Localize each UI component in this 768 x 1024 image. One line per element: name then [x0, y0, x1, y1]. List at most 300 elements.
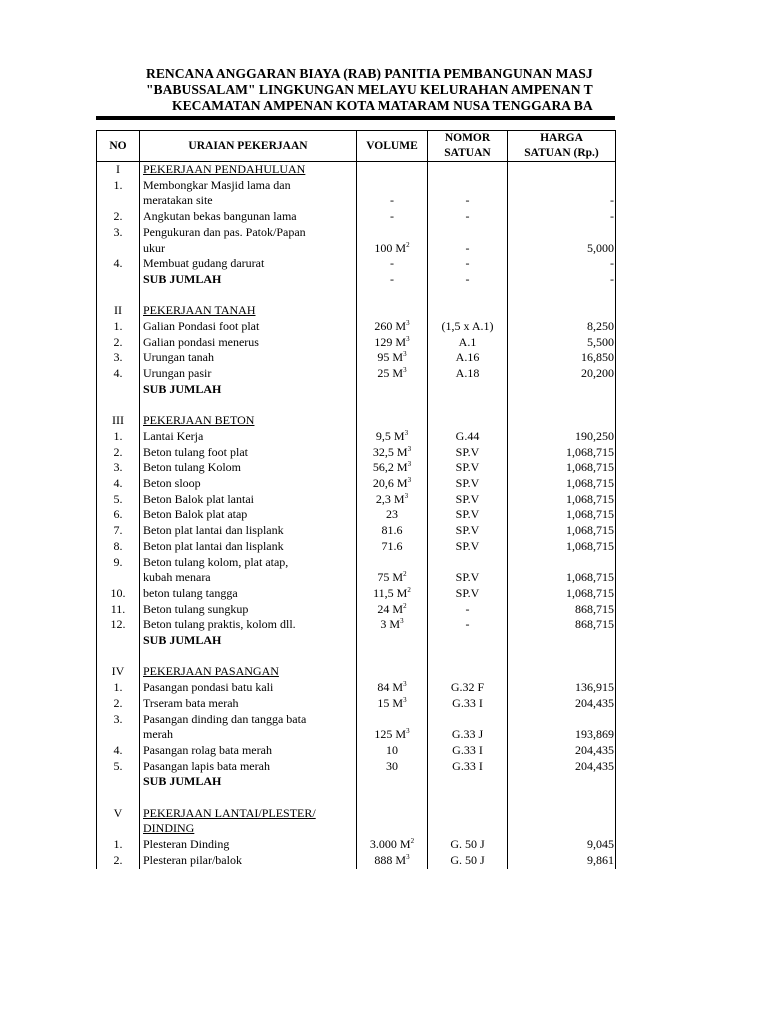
- volume-cell: [357, 256, 428, 272]
- row-number: 10.: [97, 586, 140, 602]
- table-row: [97, 743, 616, 759]
- item-description: [140, 398, 357, 414]
- rab-table: [96, 130, 616, 869]
- satuan-code: SP.V: [428, 492, 508, 508]
- harga-satuan-value: 1,068,715: [508, 476, 616, 492]
- table-row: [97, 837, 616, 853]
- description-text: PEKERJAAN LANTAI/PLESTER/: [143, 805, 316, 820]
- description-text: PEKERJAAN TANAH: [143, 303, 256, 318]
- unit-exponent: 2: [403, 601, 407, 610]
- satuan-code: SP.V: [428, 507, 508, 523]
- satuan-code: [428, 413, 508, 429]
- satuan-code: -: [428, 272, 508, 288]
- item-description: [140, 570, 357, 586]
- description-text: Beton tulang foot plat: [143, 444, 248, 459]
- volume-value: 3.000 M: [369, 837, 411, 852]
- satuan-code: G.33 I: [428, 743, 508, 759]
- satuan-code: -: [428, 617, 508, 633]
- harga-satuan-value: 1,068,715: [508, 460, 616, 476]
- description-text: Lantai Kerja: [143, 428, 204, 443]
- description-text: Pasangan pondasi batu kali: [143, 680, 274, 695]
- table-row: [97, 256, 616, 272]
- section-heading: [140, 303, 357, 319]
- volume-cell: [357, 837, 428, 853]
- description-text: SUB JUMLAH: [143, 271, 222, 286]
- satuan-code: -: [428, 256, 508, 272]
- satuan-code: G.44: [428, 429, 508, 445]
- description-text: Beton tulang sungkup: [143, 601, 249, 616]
- volume-cell: [357, 366, 428, 382]
- table-row: [97, 555, 616, 571]
- table-row: [97, 680, 616, 696]
- volume-cell: [357, 225, 428, 241]
- table-row: [97, 350, 616, 366]
- row-number: 4.: [97, 256, 140, 272]
- harga-satuan-value: [508, 178, 616, 194]
- satuan-code: -: [428, 209, 508, 225]
- volume-value: 56,2 M: [372, 460, 408, 475]
- satuan-code: G.33 I: [428, 696, 508, 712]
- volume-value: -: [390, 271, 394, 286]
- description-text: Membongkar Masjid lama dan: [143, 177, 291, 192]
- harga-satuan-value: [508, 633, 616, 649]
- item-description: [140, 680, 357, 696]
- satuan-code: [428, 806, 508, 822]
- table-row: [97, 178, 616, 194]
- row-number: I: [97, 162, 140, 178]
- item-description: [140, 743, 357, 759]
- volume-cell: [357, 680, 428, 696]
- table-row: [97, 382, 616, 398]
- volume-cell: [357, 821, 428, 837]
- satuan-code: [428, 303, 508, 319]
- satuan-code: A.18: [428, 366, 508, 382]
- item-description: [140, 507, 357, 523]
- description-text: Plesteran pilar/balok: [143, 852, 242, 867]
- unit-exponent: 2: [407, 585, 411, 594]
- satuan-code: SP.V: [428, 523, 508, 539]
- section-heading: [140, 806, 357, 822]
- unit-exponent: 2: [406, 240, 410, 249]
- description-text: Beton Balok plat atap: [143, 507, 248, 522]
- harga-satuan-value: -: [508, 272, 616, 288]
- subtotal-label: [140, 774, 357, 790]
- table-row: [97, 790, 616, 806]
- table-row: [97, 633, 616, 649]
- description-text: merah: [143, 727, 173, 742]
- table-row: [97, 303, 616, 319]
- harga-satuan-value: 9,861: [508, 853, 616, 869]
- harga-satuan-value: 1,068,715: [508, 445, 616, 461]
- satuan-code: [428, 790, 508, 806]
- harga-satuan-value: -: [508, 209, 616, 225]
- item-description: [140, 617, 357, 633]
- volume-value: 11,5 M: [373, 585, 408, 600]
- description-text: Trseram bata merah: [143, 695, 239, 710]
- description-text: SUB JUMLAH: [143, 633, 222, 648]
- satuan-code: [428, 162, 508, 178]
- header-nomor-label: NOMOR: [444, 132, 491, 144]
- description-text: Beton tulang praktis, kolom dll.: [143, 617, 296, 632]
- harga-satuan-value: 1,068,715: [508, 539, 616, 555]
- harga-satuan-value: 8,250: [508, 319, 616, 335]
- volume-cell: [357, 241, 428, 257]
- unit-exponent: 2: [410, 837, 415, 846]
- table-row: [97, 241, 616, 257]
- table-row: [97, 617, 616, 633]
- title-line-2: "BABUSSALAM" LINGKUNGAN MELAYU KELURAHAN AMPENAN T: [146, 82, 593, 97]
- row-number: 11.: [97, 602, 140, 618]
- harga-satuan-value: 204,435: [508, 759, 616, 775]
- harga-satuan-value: 868,715: [508, 602, 616, 618]
- item-description: [140, 523, 357, 539]
- harga-satuan-value: [508, 382, 616, 398]
- volume-value: 888 M: [374, 852, 407, 867]
- row-number: 2.: [97, 335, 140, 351]
- table-row: [97, 806, 616, 822]
- row-number: [97, 570, 140, 586]
- satuan-code: [428, 555, 508, 571]
- harga-satuan-value: 136,915: [508, 680, 616, 696]
- header-volume: VOLUME: [357, 131, 428, 162]
- volume-value: 20,6 M: [372, 476, 408, 491]
- satuan-code: [428, 664, 508, 680]
- row-number: 3.: [97, 225, 140, 241]
- row-number: [97, 272, 140, 288]
- volume-value: 10: [386, 742, 398, 757]
- table-row: [97, 774, 616, 790]
- unit-exponent: 3: [406, 852, 410, 861]
- harga-satuan-value: 1,068,715: [508, 570, 616, 586]
- unit-exponent: 3: [406, 319, 410, 328]
- harga-satuan-value: [508, 303, 616, 319]
- row-number: 1.: [97, 837, 140, 853]
- section-heading: [140, 821, 357, 837]
- item-description: [140, 178, 357, 194]
- header-harga-satuan: [508, 131, 616, 162]
- harga-satuan-value: 190,250: [508, 429, 616, 445]
- volume-cell: [357, 712, 428, 728]
- volume-cell: [357, 555, 428, 571]
- unit-exponent: 3: [404, 428, 409, 437]
- unit-exponent: 3: [407, 444, 412, 453]
- satuan-code: SP.V: [428, 445, 508, 461]
- unit-exponent: 3: [403, 695, 407, 704]
- row-number: 2.: [97, 853, 140, 869]
- satuan-code: SP.V: [428, 570, 508, 586]
- row-number: 5.: [97, 492, 140, 508]
- item-description: [140, 837, 357, 853]
- unit-exponent: 3: [403, 680, 407, 689]
- volume-value: 2,3 M: [375, 491, 405, 506]
- item-description: [140, 460, 357, 476]
- description-text: ukur: [143, 240, 165, 255]
- table-header-row: [97, 131, 616, 162]
- harga-satuan-value: 204,435: [508, 696, 616, 712]
- satuan-code: [428, 288, 508, 304]
- row-number: [97, 790, 140, 806]
- satuan-code: [428, 633, 508, 649]
- satuan-code: G. 50 J: [428, 853, 508, 869]
- harga-satuan-value: 1,068,715: [508, 492, 616, 508]
- volume-cell: [357, 649, 428, 665]
- volume-cell: [357, 853, 428, 869]
- description-text: Pasangan lapis bata merah: [143, 758, 270, 773]
- volume-cell: [357, 570, 428, 586]
- row-number: [97, 821, 140, 837]
- volume-cell: [357, 743, 428, 759]
- table-row: [97, 602, 616, 618]
- satuan-code: [428, 225, 508, 241]
- satuan-code: [428, 398, 508, 414]
- harga-satuan-value: 868,715: [508, 617, 616, 633]
- volume-value: 15 M: [377, 695, 404, 710]
- header-harga-satuan-label: SATUAN (Rp.): [524, 147, 599, 159]
- volume-cell: [357, 806, 428, 822]
- item-description: [140, 539, 357, 555]
- row-number: 3.: [97, 712, 140, 728]
- harga-satuan-value: 1,068,715: [508, 586, 616, 602]
- volume-cell: [357, 398, 428, 414]
- row-number: 6.: [97, 507, 140, 523]
- volume-cell: [357, 162, 428, 178]
- item-description: [140, 759, 357, 775]
- table-row: [97, 586, 616, 602]
- row-number: 9.: [97, 555, 140, 571]
- subtotal-label: [140, 272, 357, 288]
- volume-value: 84 M: [377, 680, 404, 695]
- volume-cell: [357, 319, 428, 335]
- volume-cell: [357, 790, 428, 806]
- volume-cell: [357, 413, 428, 429]
- volume-cell: [357, 209, 428, 225]
- volume-cell: [357, 633, 428, 649]
- volume-cell: [357, 727, 428, 743]
- volume-cell: [357, 445, 428, 461]
- volume-value: 95 M: [377, 350, 404, 365]
- row-number: 1.: [97, 319, 140, 335]
- volume-cell: [357, 617, 428, 633]
- section-heading: [140, 664, 357, 680]
- table-row: [97, 759, 616, 775]
- row-number: 3.: [97, 350, 140, 366]
- row-number: [97, 633, 140, 649]
- harga-satuan-value: 5,500: [508, 335, 616, 351]
- table-row: [97, 209, 616, 225]
- satuan-code: SP.V: [428, 476, 508, 492]
- table-row: [97, 413, 616, 429]
- unit-exponent: 3: [403, 366, 407, 375]
- header-satuan-label: SATUAN: [444, 147, 491, 159]
- volume-value: 75 M: [377, 570, 404, 585]
- section-heading: [140, 413, 357, 429]
- satuan-code: G. 50 J: [428, 837, 508, 853]
- volume-value: 129 M: [374, 334, 407, 349]
- volume-value: 81.6: [381, 523, 403, 538]
- item-description: [140, 429, 357, 445]
- item-description: [140, 790, 357, 806]
- harga-satuan-value: 204,435: [508, 743, 616, 759]
- satuan-code: G.33 I: [428, 759, 508, 775]
- satuan-code: SP.V: [428, 460, 508, 476]
- item-description: [140, 696, 357, 712]
- subtotal-label: [140, 382, 357, 398]
- description-text: Beton tulang kolom, plat atap,: [143, 554, 289, 569]
- table-row: [97, 492, 616, 508]
- satuan-code: [428, 382, 508, 398]
- item-description: [140, 445, 357, 461]
- harga-satuan-value: -: [508, 193, 616, 209]
- harga-satuan-value: [508, 162, 616, 178]
- row-number: 2.: [97, 209, 140, 225]
- description-text: DINDING: [143, 821, 195, 836]
- harga-satuan-value: 16,850: [508, 350, 616, 366]
- volume-cell: [357, 193, 428, 209]
- description-text: Beton plat lantai dan lisplank: [143, 523, 284, 538]
- row-number: 4.: [97, 366, 140, 382]
- header-harga-label: HARGA: [540, 132, 583, 144]
- harga-satuan-value: -: [508, 256, 616, 272]
- row-number: 3.: [97, 460, 140, 476]
- item-description: [140, 586, 357, 602]
- unit-exponent: 3: [407, 460, 412, 469]
- table-row: [97, 507, 616, 523]
- table-row: [97, 727, 616, 743]
- subtotal-label: [140, 633, 357, 649]
- harga-satuan-value: [508, 774, 616, 790]
- satuan-code: [428, 821, 508, 837]
- row-number: [97, 398, 140, 414]
- harga-satuan-value: [508, 413, 616, 429]
- row-number: 1.: [97, 680, 140, 696]
- volume-cell: [357, 523, 428, 539]
- harga-satuan-value: [508, 288, 616, 304]
- description-text: PEKERJAAN PASANGAN: [143, 664, 279, 679]
- description-text: Pasangan rolag bata merah: [143, 742, 272, 757]
- table-row: [97, 460, 616, 476]
- table-row: [97, 225, 616, 241]
- title-divider: [96, 116, 615, 120]
- description-text: Urungan pasir: [143, 366, 212, 381]
- harga-satuan-value: [508, 225, 616, 241]
- description-text: meratakan site: [143, 193, 213, 208]
- item-description: [140, 555, 357, 571]
- item-description: [140, 288, 357, 304]
- description-text: Galian Pondasi foot plat: [143, 319, 260, 334]
- volume-value: 71.6: [381, 538, 403, 553]
- table-row: [97, 476, 616, 492]
- satuan-code: SP.V: [428, 539, 508, 555]
- description-text: beton tulang tangga: [143, 585, 238, 600]
- item-description: [140, 649, 357, 665]
- item-description: [140, 335, 357, 351]
- satuan-code: G.33 J: [428, 727, 508, 743]
- satuan-code: -: [428, 602, 508, 618]
- harga-satuan-value: 193,869: [508, 727, 616, 743]
- description-text: Beton tulang Kolom: [143, 460, 241, 475]
- item-description: [140, 602, 357, 618]
- unit-exponent: 3: [404, 491, 409, 500]
- volume-cell: [357, 335, 428, 351]
- title-line-3: KECAMATAN AMPENAN KOTA MATARAM NUSA TENGGARA BA: [172, 98, 593, 113]
- row-number: 12.: [97, 617, 140, 633]
- description-text: PEKERJAAN BETON: [143, 413, 255, 428]
- header-nomor-satuan: [428, 131, 508, 162]
- item-description: [140, 241, 357, 257]
- satuan-code: A.16: [428, 350, 508, 366]
- satuan-code: [428, 712, 508, 728]
- description-text: Beton plat lantai dan lisplank: [143, 538, 284, 553]
- satuan-code: -: [428, 241, 508, 257]
- volume-value: -: [390, 193, 394, 208]
- item-description: [140, 350, 357, 366]
- volume-value: 32,5 M: [372, 444, 408, 459]
- row-number: V: [97, 806, 140, 822]
- item-description: [140, 193, 357, 209]
- item-description: [140, 225, 357, 241]
- volume-cell: [357, 429, 428, 445]
- row-number: 5.: [97, 759, 140, 775]
- harga-satuan-value: [508, 664, 616, 680]
- volume-value: 30: [386, 758, 398, 773]
- item-description: [140, 476, 357, 492]
- unit-exponent: 3: [406, 334, 410, 343]
- row-number: 4.: [97, 476, 140, 492]
- harga-satuan-value: [508, 712, 616, 728]
- table-row: [97, 398, 616, 414]
- volume-cell: [357, 586, 428, 602]
- volume-cell: [357, 602, 428, 618]
- item-description: [140, 853, 357, 869]
- item-description: [140, 319, 357, 335]
- table-row: [97, 696, 616, 712]
- item-description: [140, 256, 357, 272]
- row-number: 7.: [97, 523, 140, 539]
- harga-satuan-value: [508, 555, 616, 571]
- document-title: [96, 66, 614, 114]
- row-number: [97, 241, 140, 257]
- volume-cell: [357, 178, 428, 194]
- table-body: [97, 162, 616, 869]
- volume-cell: [357, 303, 428, 319]
- row-number: 2.: [97, 445, 140, 461]
- volume-cell: [357, 492, 428, 508]
- description-text: SUB JUMLAH: [143, 381, 222, 396]
- unit-exponent: 3: [403, 350, 407, 359]
- table-row: [97, 649, 616, 665]
- table-row: [97, 319, 616, 335]
- row-number: [97, 727, 140, 743]
- item-description: [140, 727, 357, 743]
- volume-cell: [357, 696, 428, 712]
- volume-value: 260 M: [374, 319, 407, 334]
- satuan-code: SP.V: [428, 586, 508, 602]
- description-text: Angkutan bekas bangunan lama: [143, 209, 297, 224]
- item-description: [140, 366, 357, 382]
- table-row: [97, 853, 616, 869]
- volume-cell: [357, 507, 428, 523]
- volume-value: 125 M: [374, 727, 407, 742]
- satuan-code: -: [428, 193, 508, 209]
- row-number: 2.: [97, 696, 140, 712]
- harga-satuan-value: [508, 790, 616, 806]
- volume-value: -: [390, 209, 394, 224]
- description-text: Plesteran Dinding: [143, 837, 230, 852]
- table-row: [97, 445, 616, 461]
- harga-satuan-value: 9,045: [508, 837, 616, 853]
- harga-satuan-value: [508, 806, 616, 822]
- header-uraian: URAIAN PEKERJAAN: [140, 131, 357, 162]
